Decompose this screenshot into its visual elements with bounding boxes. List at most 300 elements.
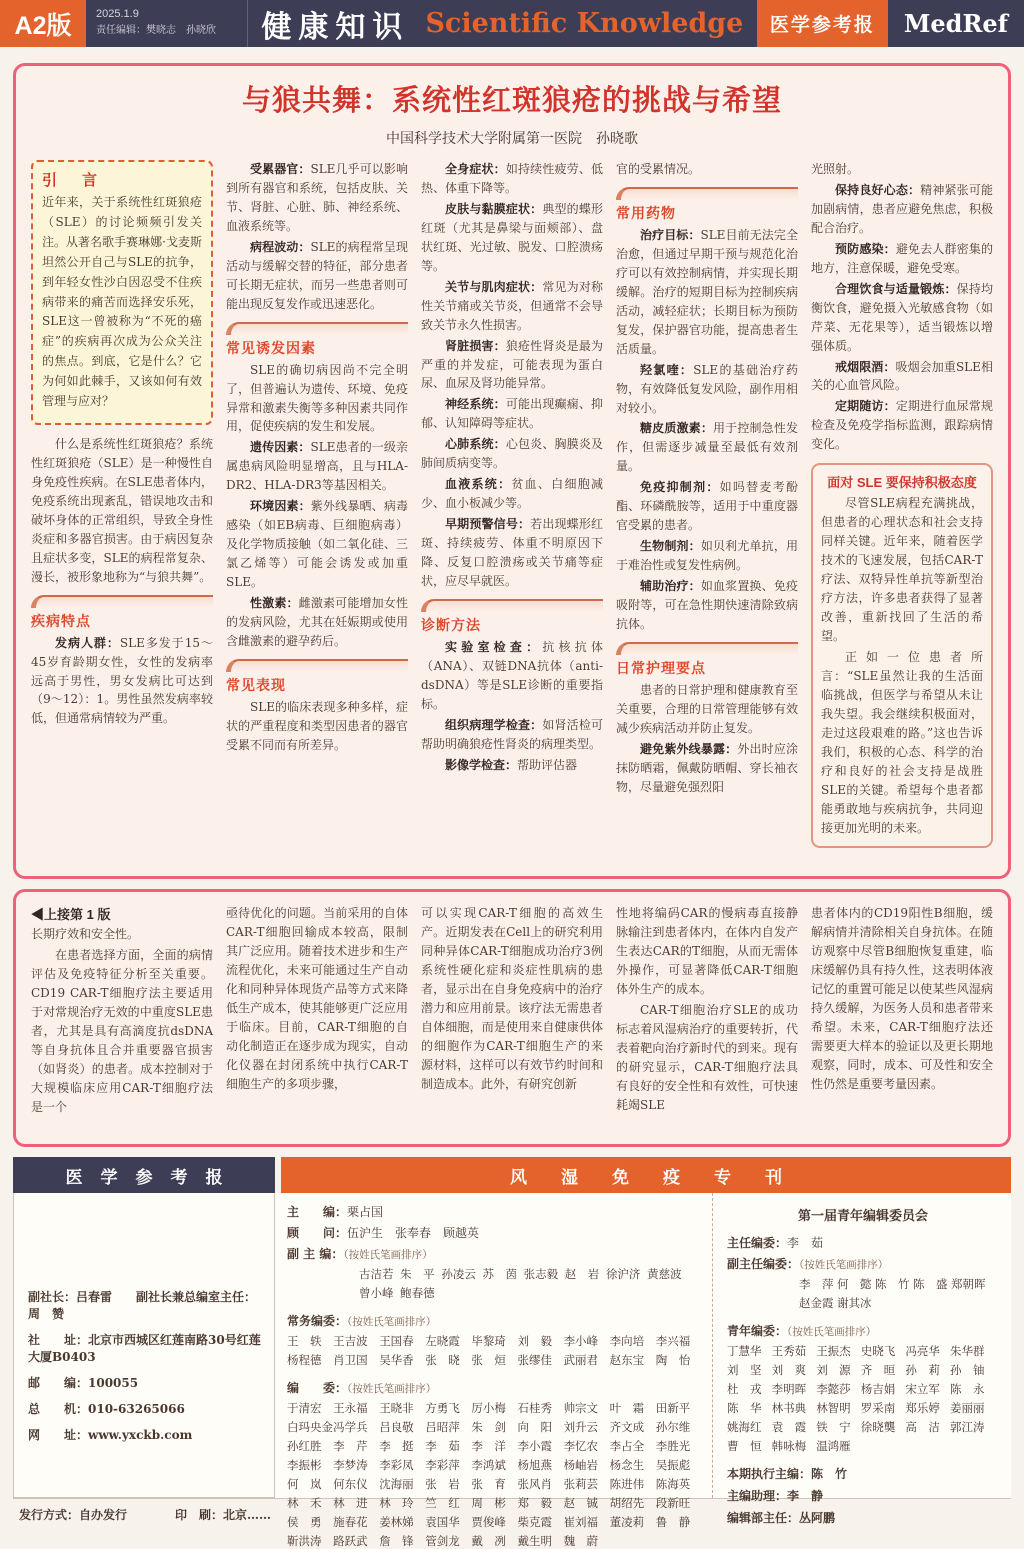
paragraph-lead: 皮肤与黏膜症状： [445,201,543,216]
person-name: 郑朝晖 [951,1277,986,1291]
paragraph-lead: 关节与肌肉症状： [445,279,543,294]
header-meta [86,0,248,47]
person-name: 姜林娣 [379,1515,414,1529]
name-row [287,1514,702,1530]
person-name: 黄慈波 [647,1267,682,1281]
person-name: 陈 盛 [913,1277,948,1291]
name-row [727,1381,999,1397]
board-label: 青年编委： [727,1324,788,1338]
person-name: 陈进伟 [609,1477,645,1491]
intro-box [31,160,213,425]
paragraph: 辅助治疗：如血浆置换、免疫吸附等，可在急性期快速清除致病抗体。 [616,579,798,632]
person-name: 施春花 [333,1515,368,1529]
masthead-line: 网 址：www.yxckb.com [28,1428,193,1442]
person-name: 袁 霞 [771,1420,807,1434]
paragraph: 肾脏损害：狼疮性肾炎是最为严重的并发症，可能表现为蛋白尿、血尿及肾功能异常。 [421,338,603,391]
person-name: 刘升云 [563,1420,599,1434]
intro-text: 近年来，关于系统性红斑狼疮（SLE）的讨论频频引发关注。从著名歌手赛琳娜·戈麦斯坦然公开自己与SLE的抗争，到年轻女性沙白因忍受不住疾病带来的痛苦而选择安乐死，SLE这一曾被称为“不死的癌症”的疾病再次成为公众关注的焦点。到底，它是什么？它为何如此棘手，又该如何有效管理与应对？ [42,195,202,409]
person-name: 陈海英 [655,1477,691,1491]
board-label: 副主任编委： [727,1257,800,1271]
person-name: 李梦涛 [333,1458,368,1472]
name-row [727,1419,999,1435]
paragraph-lead: 定期随访： [835,399,896,414]
highlight-paragraph: 尽管SLE病程充满挑战，但患者的心理状态和社会支持同样关键。近年来，随着医学技术的飞速发展，包括CAR-T疗法、双特异性单抗等新型治疗方法，许多患者获得了显著改善，重新找回了生活的希望。 [821,496,983,643]
paragraph-lead: 全身症状： [445,162,506,176]
person-name: 赵东宝 [609,1353,645,1367]
person-name: 冯学兵 [333,1420,368,1434]
paragraph: 性激素：雌激素可能增加女性的发病风险，尤其在妊娠期或使用含雌激素的避孕药后。 [226,596,408,648]
person-name: 杨念生 [609,1458,645,1472]
bottom-band [13,1157,1011,1548]
person-name: 李彩凤 [379,1458,414,1472]
masthead-line: 社 址：北京市西城区红莲南路30号红莲大厦B0403 [28,1333,261,1364]
paragraph: 全身症状：如持续性疲劳、低热、体重下降等。 [421,162,603,195]
person-name: 崔刘福 [563,1515,599,1529]
person-name: 吕昭萍 [425,1420,460,1434]
paragraph: 性地将编码CAR的慢病毒直接静脉输注到患者体内，在体内自发产生表达CAR的T细胞，从而无需体外操作，可显著降低CAR-T细胞体外生产的成本。 [616,906,798,996]
person-name: 何东仪 [333,1477,368,1491]
paragraph: 生物制剂：如贝利尤单抗，用于难治性或复发性病例。 [616,539,798,573]
board-label-line [287,1312,702,1329]
paragraph: 长期疗效和安全性。 [31,927,140,941]
person-name: 温鸿雁 [816,1439,851,1453]
paragraph-lead: 血液系统： [445,477,512,492]
person-name: 魏 蔚 [563,1534,599,1548]
person-name: 武丽君 [563,1353,599,1367]
paragraph: SLE的确切病因尚不完全明了，但普遍认为遗传、环境、免疫异常和激素失衡等多种因素共同作用，促使疾病的发生和发展。 [226,362,408,434]
section-header [616,642,798,678]
masthead-panel [13,1193,275,1498]
board-label: 主任编委： [727,1236,788,1250]
paragraph-lead: 病程波动： [250,239,311,254]
paragraph: 免疫抑制剂：如吗替麦考酚酯、环磷酰胺等，适用于中重度器官受累的患者。 [616,480,798,533]
editorial-board-panel [275,1193,713,1548]
paragraph: 合理饮食与适量锻炼：保持均衡饮食，避免摄入光敏感食物（如芹菜、无花果等），适当锻炼以增强体质。 [811,281,993,353]
spacer [287,1304,702,1312]
paragraph-lead: 早期预警信号： [445,517,531,532]
section-arc-decoration [616,642,798,655]
board-label: 主 编： [287,1205,348,1219]
person-name: 靳洪涛 [287,1534,322,1548]
person-name: 铁 宁 [816,1420,851,1434]
board-label-line [727,1322,999,1339]
spacer [287,1371,702,1379]
paragraph: 环境因素：紫外线暴晒、病毒感染（如EB病毒、巨细胞病毒）及化学物质接触（如二氧化硅、三氯乙烯等）可能会诱发或加重SLE。 [226,499,408,590]
person-name: 张 岩 [425,1477,460,1491]
person-name: 李兴福 [655,1334,691,1348]
paragraph-lead: 心肺系统： [445,437,506,452]
person-name: 管剑龙 [425,1534,460,1548]
person-name: 侯 勇 [287,1515,322,1529]
name-row [287,1419,702,1435]
name-row [287,1352,702,1368]
paragraph-lead: 性激素： [250,596,299,611]
highlight-paragraph: 正如一位患者所言：“SLE虽然让我的生活面临挑战，但医学与希望从未让我失望。我会继续积极面对，走过这段艰难的路。”这也告诉我们，积极的心态、科学的治疗和良好的社会支持是战胜SLE的关键。希望每个患者都能勇敢地与疾病抗争，共同迎接更加光明的未来。 [821,649,983,835]
section-banner [248,0,757,47]
paragraph: 遗传因素：SLE患者的一级亲属患病风险明显增高，且与HLA-DR2、HLA-DR3等基因相关。 [226,440,408,493]
article-column [31,160,213,862]
person-name: 林书典 [771,1401,807,1415]
person-name: 杨吉娟 [860,1382,896,1396]
paragraph-lead: 环境因素： [250,499,311,514]
paragraph: 关节与肌肉症状：常见为对称性关节痛或关节炎，但通常不会导致关节永久性损害。 [421,279,603,332]
person-name: 李明晖 [771,1382,807,1396]
person-name: 肖卫国 [333,1353,368,1367]
paragraph-lead: 发病人群： [55,635,120,650]
paragraph-lead: 肾脏损害： [445,338,506,353]
paragraph-lead: 影像学检查： [445,757,518,772]
paragraph: 定期随访：定期进行血尿常规检查及免疫学指标监测，跟踪病情变化。 [811,399,993,452]
person-name: 何 岚 [287,1477,322,1491]
section-arc-decoration [421,599,603,612]
section-arc-decoration [616,187,798,200]
paragraph: 什么是系统性红斑狼疮？系统性红斑狼疮（SLE）是一种慢性自身免疫性疾病。在SLE患者体内，免疫系统出现紊乱，错误地攻击和破坏身体的正常组织，导致全身性炎症和多器官损害。由于病因复杂且症状多变，SLE的病程常复杂、漫长，被形象地称为“与狼共舞”。 [31,436,213,584]
board-label-line: 主任编委：李 茹 [727,1236,824,1250]
article-column [421,904,603,1132]
person-name: 吕良敬 [379,1420,414,1434]
paragraph: 糖皮质激素：用于控制急性发作，但需逐步减量至最低有效剂量。 [616,421,798,474]
person-name: 王秀茹 [771,1344,807,1358]
section-header [421,599,603,635]
paragraph: 发病人群：SLE多发于15～45岁育龄期女性，女性的发病率远高于男性，男女发病比可达到（9～12）：1。男性虽然发病率较低，但通常病情较为严重。 [31,635,213,726]
person-name: 郭江涛 [949,1420,985,1434]
board-label-line [287,1245,702,1262]
section-title: 疾病特点 [31,612,91,629]
person-name: 孙凌云 [441,1267,476,1281]
name-row [287,1266,702,1282]
section-arc-decoration [226,322,408,335]
article-columns [31,160,993,862]
person-name: 孙红胜 [287,1439,322,1453]
article-column [421,160,603,862]
paragraph: 光照射。 [811,162,860,176]
person-name: 冯亮华 [905,1344,940,1358]
person-name: 朱 剑 [471,1420,506,1434]
person-name: 曹 恒 [727,1439,762,1453]
section-arc-decoration [226,659,408,672]
sort-note: （按姓氏笔画排序） [343,1249,433,1261]
article-title: 与狼共舞：系统性红斑狼疮的挑战与希望 [241,85,782,117]
person-name: 丁慧华 [727,1344,762,1358]
person-name: 孙 铀 [949,1363,985,1377]
name-row [287,1333,702,1349]
person-name: 于清宏 [287,1401,322,1415]
person-name: 林智明 [816,1401,851,1415]
person-name: 张 烜 [471,1353,506,1367]
paragraph-lead: 糖皮质激素： [640,421,713,436]
person-name: 刘 毅 [517,1334,552,1348]
person-name: 李 芹 [333,1439,368,1453]
person-name: 李 萍 [799,1277,834,1291]
youth-board-title: 第一届青年编辑委员会 [797,1209,928,1224]
name-row [287,1476,702,1492]
person-name: 朱 平 [400,1267,435,1281]
paragraph-lead: 受累器官： [250,162,311,176]
paragraph: 可以实现CAR-T细胞的高效生产。近期发表在Cell上的研究利用同种异体CAR-T细胞成功治疗3例系统性硬化症和炎症性肌病的患者，显示出在自身免疫病中的治疗潜力和应用前景。该疗法无需患者自体细胞，而是使用来自健康供体的细胞作为CAR-T细胞生产的来源材料，这样可以有效节约时间和制造成本。此外，有研究创新 [421,906,603,1091]
name-row [287,1495,702,1511]
spacer [727,1314,999,1322]
paragraph-lead: 预防感染： [835,241,896,256]
person-name: 李 洋 [471,1439,506,1453]
board-label: 副 主 编： [287,1247,344,1261]
highlight-box-title: 面对 SLE 要保持积极态度 [827,475,977,491]
masthead-line: 总 机：010-63265066 [28,1402,185,1416]
person-name: 曾小峰 [359,1286,394,1300]
person-name: 柴克霞 [517,1515,552,1529]
paragraph: 预防感染：避免去人群密集的地方，注意保暖，避免受寒。 [811,241,993,275]
person-name: 鲁 静 [655,1515,691,1529]
paragraph: 神经系统：可能出现癫痫、抑郁、认知障碍等症状。 [421,397,603,431]
issue-staff-line: 编辑部主任：丛阿鹏 [727,1511,836,1525]
issue-staff-block [727,1465,999,1526]
paragraph: 治疗目标：SLE目前无法完全治愈，但通过早期干预与规范化治疗可以有效控制病情，并实现长期缓解。治疗的短期目标为控制疾病活动，减轻症状；长期目标为预防复发，保护器官功能，提高患者生活质量。 [616,227,798,356]
issue-date: 2025.1.9 [96,8,139,20]
paragraph: 影像学检查：帮助评估器 [445,757,578,772]
person-name: 鲍春德 [400,1286,435,1300]
paragraph-lead: 辅助治疗： [640,579,701,594]
person-name: 陈 竹 [875,1277,910,1291]
person-name: 郑乐婷 [905,1401,940,1415]
name-row [287,1438,702,1454]
paragraph: 实验室检查：抗核抗体（ANA）、双链DNA抗体（anti-dsDNA）等是SLE诊断的重要指标。 [421,639,603,711]
paragraph: 血液系统：贫血、白细胞减少、血小板减少等。 [421,477,603,511]
board-label-line [727,1255,999,1272]
masthead-line: 副社长：吕春雷 副社长兼总编室主任：周 赞 [28,1290,257,1321]
person-name: 杨程德 [287,1353,322,1367]
paragraph-lead: 治疗目标： [640,227,701,242]
name-row [727,1343,999,1359]
article-column [31,904,213,1132]
main-article [13,63,1011,879]
person-name: 赵 岩 [564,1267,600,1281]
paragraph: 亟待优化的问题。当前采用的自体CAR-T细胞回输成本较高，限制其广泛应用。随着技术进步和生产流程优化，未来可能通过生产自动化和同种异体现货产品等方式来降低生产成本，使其能够更广泛应用于临床。目前，CAR-T细胞的自动化制造正在逐步成为现实，自动化仪器在封闭系统中执行CAR-T细胞生产的多项步骤， [226,906,408,1091]
section-title-en: Scientific Knowledge [425,8,744,39]
person-name: 王永福 [333,1401,368,1415]
person-name: 刘 坚 [727,1363,762,1377]
person-name: 李 挺 [379,1439,414,1453]
person-name: 林 禾 [287,1496,322,1510]
person-name: 齐 晅 [860,1363,896,1377]
person-name: 王吉波 [333,1334,368,1348]
person-name: 王国春 [379,1334,414,1348]
highlight-box [811,463,993,848]
supplement-header: 风湿免疫专刊 [281,1157,1011,1193]
person-name: 戴 冽 [471,1534,506,1548]
person-name: 古洁若 [359,1267,394,1281]
section-header [226,322,408,358]
person-name: 詹 锋 [379,1534,414,1548]
name-row [727,1276,999,1292]
person-name: 白玛央金 [287,1420,333,1434]
person-name: 胡绍先 [609,1496,645,1510]
person-name: 李振彬 [287,1458,322,1472]
person-name: 孙尔维 [655,1420,691,1434]
person-name: 袁国华 [425,1515,460,1529]
person-name: 张 育 [471,1477,506,1491]
paragraph: 受累器官：SLE几乎可以影响到所有器官和系统，包括皮肤、关节、肾脏、心脏、肺、神经系统、血液系统等。 [226,162,408,233]
person-name: 周 彬 [471,1496,506,1510]
paragraph-lead: 避免紫外线暴露： [640,741,738,756]
person-name: 帅宗文 [563,1401,599,1415]
sort-note: （按姓氏笔画排序） [347,1383,437,1395]
continued-from-marker: ◀上接第 1 版 [31,907,111,922]
paragraph-lead: 组织病理学检查： [445,717,543,732]
person-name: 赵 铖 [563,1496,599,1510]
person-name: 王 轶 [287,1334,322,1348]
person-name: 李向培 [609,1334,645,1348]
section-arc-decoration [31,595,213,608]
paragraph-lead: 免疫抑制剂： [640,480,720,495]
paragraph: 心肺系统：心包炎、胸膜炎及肺间质病变等。 [421,437,603,471]
person-name: 厉小梅 [471,1401,506,1415]
section-title: 常见表现 [226,676,286,693]
person-name: 苏 茵 [482,1267,517,1281]
sort-note: （按姓氏笔画排序） [787,1326,877,1338]
continued-article-columns [31,904,993,1132]
section-header [31,595,213,631]
clipped-footer-line: 发行方式：自办发行 印 刷：北京…… [19,1508,272,1522]
person-name: 何 懿 [837,1277,872,1291]
article-byline: 中国科学技术大学附属第一医院 孙晓歌 [386,131,638,147]
person-name: 李小峰 [563,1334,599,1348]
name-row [287,1457,702,1473]
paragraph: 病程波动：SLE的病程常呈现活动与缓解交替的特征，部分患者可长期无症状，而另一些患者则可能出现反复发作或迅速恶化。 [226,239,408,311]
person-name: 张 晓 [425,1353,460,1367]
board-label: 常务编委： [287,1314,348,1328]
person-name: 陈 永 [949,1382,985,1396]
person-name: 向 阳 [517,1420,552,1434]
sort-note: （按姓氏笔画排序） [347,1316,437,1328]
person-name: 戴生明 [517,1534,552,1548]
person-name: 李小霞 [517,1439,552,1453]
paragraph: CAR-T细胞治疗SLE的成功标志着风湿病治疗的重要转折，代表着靶向治疗新时代的到来。现有的研究显示，CAR-T细胞疗法具有良好的安全性和有效性，可快速耗竭SLE [616,1002,798,1112]
board-label: 顾 问： [287,1226,348,1240]
masthead-header: 医学参考报 [13,1157,275,1193]
person-name: 刘 爽 [771,1363,807,1377]
name-row [727,1295,999,1311]
article-column [811,160,993,862]
person-name: 左晓霞 [425,1334,460,1348]
person-name: 徐晓龑 [860,1420,896,1434]
person-name: 毕黎琦 [471,1334,506,1348]
name-row [287,1533,702,1549]
person-name: 沈海丽 [379,1477,414,1491]
person-name: 齐文成 [609,1420,645,1434]
person-name: 杜 戎 [727,1382,762,1396]
paragraph: 患者的日常护理和健康教育至关重要，合理的日常管理能够有效减少疾病活动并防止复发。 [616,682,798,735]
paragraph-lead: 生物制剂： [640,539,701,554]
person-name: 李鸿斌 [471,1458,506,1472]
person-name: 陶 怡 [655,1353,691,1367]
paragraph-lead: 神经系统： [445,397,506,412]
issue-staff-line: 主编助理：李 静 [727,1489,824,1503]
paragraph-lead: 合理饮食与适量锻炼： [835,281,957,296]
paragraph: 戒烟限酒：吸烟会加重SLE相关的心血管风险。 [811,359,993,393]
paragraph: 患者体内的CD19阳性B细胞，缓解病情并清除相关自身抗体。在随访观察中尽管B细胞恢复重建，临床缓解仍具有持久性，这表明体液记忆的重置可能足以使某些风湿病持久缓解，为医务人员和患者带来希望。未来，CAR-T细胞疗法还需要更大样本的验证以及更长期地观察，同时，成本、可及性和安全性仍然是重要考量因素。 [811,906,993,1091]
edition-badge: A2版 [0,0,86,47]
person-name: 韩咏梅 [771,1439,807,1453]
person-name: 谢其冰 [837,1296,872,1310]
editors-line: 责任编辑：樊晓志 孙晓欣 [96,25,216,37]
intro-label: 引 言 [42,172,103,189]
paragraph: 官的受累情况。 [616,162,701,176]
person-name: 李彩萍 [425,1458,460,1472]
person-name: 方勇飞 [425,1401,460,1415]
person-name: 杨岫岩 [563,1458,599,1472]
person-name: 石桂秀 [517,1401,552,1415]
board-label: 编 委： [287,1381,348,1395]
person-name: 李胜光 [655,1439,691,1453]
person-name: 孙 莉 [905,1363,940,1377]
name-row [287,1400,702,1416]
person-name: 史晓飞 [860,1344,896,1358]
section-title: 诊断方法 [421,616,481,633]
name-row [287,1285,702,1301]
person-name: 王振杰 [816,1344,851,1358]
board-label-line: 顾 问：伍沪生 张奉春 顾越英 [287,1226,480,1240]
section-title: 日常护理要点 [616,659,706,676]
paragraph: SLE的临床表现多种多样，症状的严重程度和类型因患者的器官受累不同而有所差异。 [226,699,408,752]
person-name: 竺 红 [425,1496,460,1510]
youth-board-panel [713,1193,1011,1525]
article-column [226,160,408,862]
paragraph: 早期预警信号：若出现蝶形红斑、持续疲劳、体重不明原因下降、反复口腔溃疡或关节痛等症状，应尽早就医。 [421,517,603,589]
paragraph-lead: 保持良好心态： [835,182,921,197]
section-title-cn: 健康知识 [261,10,410,44]
person-name: 高 洁 [905,1420,940,1434]
person-name: 王晓非 [379,1401,414,1415]
person-name: 张莉芸 [563,1477,599,1491]
person-name: 刘 源 [816,1363,851,1377]
person-name: 张风肖 [517,1477,552,1491]
person-name: 姜丽丽 [949,1401,985,1415]
paragraph-lead: 遗传因素： [250,440,311,455]
person-name: 吴华香 [379,1353,414,1367]
name-row [727,1400,999,1416]
paragraph: 皮肤与黏膜症状：典型的蝶形红斑（尤其是鼻梁与面颊部）、盘状红斑、光过敏、脱发、口腔溃疡等。 [421,201,603,273]
paragraph-lead: 戒烟限酒： [835,359,896,374]
paragraph: 组织病理学检查：如肾活检可帮助明确狼疮性肾炎的病理类型。 [421,717,603,751]
page-header [0,0,1024,47]
person-name: 李忆农 [563,1439,599,1453]
brand-en: MedRef [903,9,1008,38]
section-header [226,659,408,695]
paragraph: 保持良好心态：精神紧张可能加剧病情，患者应避免焦虑，积极配合治疗。 [811,182,993,235]
board-label-line: 主 编：栗占国 [287,1205,384,1219]
sort-note: （按姓氏笔画排序） [799,1259,889,1271]
board-label-line [287,1379,702,1396]
person-name: 李懿莎 [816,1382,851,1396]
person-name: 林 进 [333,1496,368,1510]
person-name: 徐沪济 [605,1267,641,1281]
section-title: 常用药物 [616,204,676,221]
person-name: 姚海红 [727,1420,762,1434]
person-name: 李 茹 [425,1439,460,1453]
person-name: 张缪佳 [517,1353,552,1367]
person-name: 段新旺 [655,1496,691,1510]
paragraph-lead: 羟氯喹： [640,362,694,377]
name-row [727,1438,999,1454]
article-column [811,904,993,1132]
person-name: 贾俊峰 [471,1515,506,1529]
person-name: 叶 霜 [609,1401,645,1415]
person-name: 张志毅 [523,1267,559,1281]
article-column [616,160,798,862]
section-header [616,187,798,223]
continued-article [13,889,1011,1147]
name-row [727,1362,999,1378]
person-name: 宋立军 [905,1382,940,1396]
